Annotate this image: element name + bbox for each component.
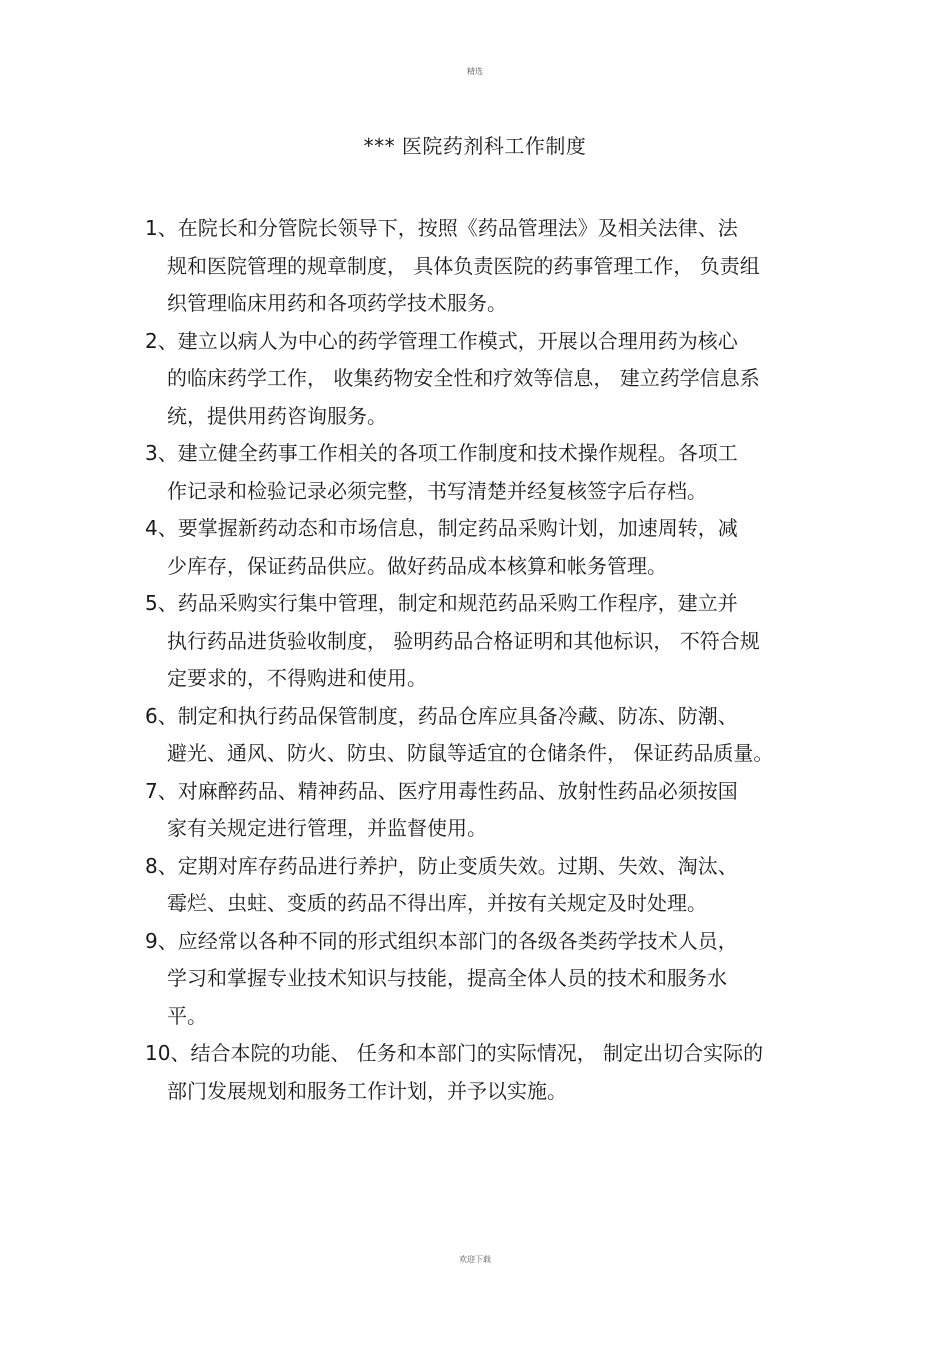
rule-item-10: 10、结合本院的功能、 任务和本部门的实际情况， 制定出切合实际的 bbox=[145, 1041, 764, 1065]
rule-item-5: 5、药品采购实行集中管理，制定和规范药品采购工作程序，建立并 bbox=[145, 591, 738, 615]
rule-item-1: 1、在院长和分管院长领导下，按照《药品管理法》及相关法律、法 bbox=[145, 216, 738, 240]
rule-item-5-continuation: 执行药品进货验收制度， 验明药品合格证明和其他标识， 不符合规 bbox=[167, 628, 760, 653]
rule-item-4: 4、要掌握新药动态和市场信息，制定药品采购计划，加速周转，减 bbox=[145, 516, 738, 540]
rule-item-2-continuation: 的临床药学工作， 收集药物安全性和疗效等信息， 建立药学信息系 bbox=[167, 366, 760, 390]
rule-item-6: 6、制定和执行药品保管制度，药品仓库应具备冷藏、防冻、防潮、 bbox=[145, 703, 738, 728]
rule-item-7: 7、对麻醉药品、精神药品、医疗用毒性药品、放射性药品必须按国 bbox=[145, 778, 738, 803]
rule-item-3: 3、建立健全药事工作相关的各项工作制度和技术操作规程。各项工 bbox=[145, 441, 738, 465]
rule-item-9: 9、应经常以各种不同的形式组织本部门的各级各类药学技术人员， bbox=[145, 928, 738, 953]
footer-watermark: 欢迎下载 bbox=[459, 1255, 491, 1264]
rule-item-7-continuation: 家有关规定进行管理，并监督使用。 bbox=[167, 816, 487, 840]
document-title: *** 医院药剂科工作制度 bbox=[363, 134, 587, 158]
rule-item-2: 2、建立以病人为中心的药学管理工作模式，开展以合理用药为核心 bbox=[145, 328, 738, 353]
rule-item-9-continuation: 平。 bbox=[167, 1003, 207, 1028]
rule-item-8: 8、定期对库存药品进行养护，防止变质失效。过期、失效、淘汰、 bbox=[145, 853, 738, 878]
rule-item-1-continuation: 规和医院管理的规章制度， 具体负责医院的药事管理工作， 负责组 bbox=[167, 253, 760, 278]
rule-item-9-continuation: 学习和掌握专业技术知识与技能，提高全体人员的技术和服务水 bbox=[167, 966, 727, 990]
rule-item-3-continuation: 作记录和检验记录必须完整，书写清楚并经复核签字后存档。 bbox=[167, 478, 707, 503]
rule-item-2-continuation: 统，提供用药咨询服务。 bbox=[167, 403, 387, 428]
rule-item-4-continuation: 少库存，保证药品供应。做好药品成本核算和帐务管理。 bbox=[167, 553, 667, 578]
header-watermark: 精选 bbox=[467, 67, 483, 76]
rule-item-6-continuation: 避光、通风、防火、防虫、防鼠等适宜的仓储条件， 保证药品质量。 bbox=[167, 741, 774, 765]
rule-item-8-continuation: 霉烂、虫蛀、变质的药品不得出库，并按有关规定及时处理。 bbox=[167, 891, 707, 915]
rule-item-5-continuation: 定要求的，不得购进和使用。 bbox=[167, 666, 427, 690]
rule-item-10-continuation: 部门发展规划和服务工作计划，并予以实施。 bbox=[167, 1078, 567, 1103]
rule-item-1-continuation: 织管理临床用药和各项药学技术服务。 bbox=[167, 291, 507, 315]
